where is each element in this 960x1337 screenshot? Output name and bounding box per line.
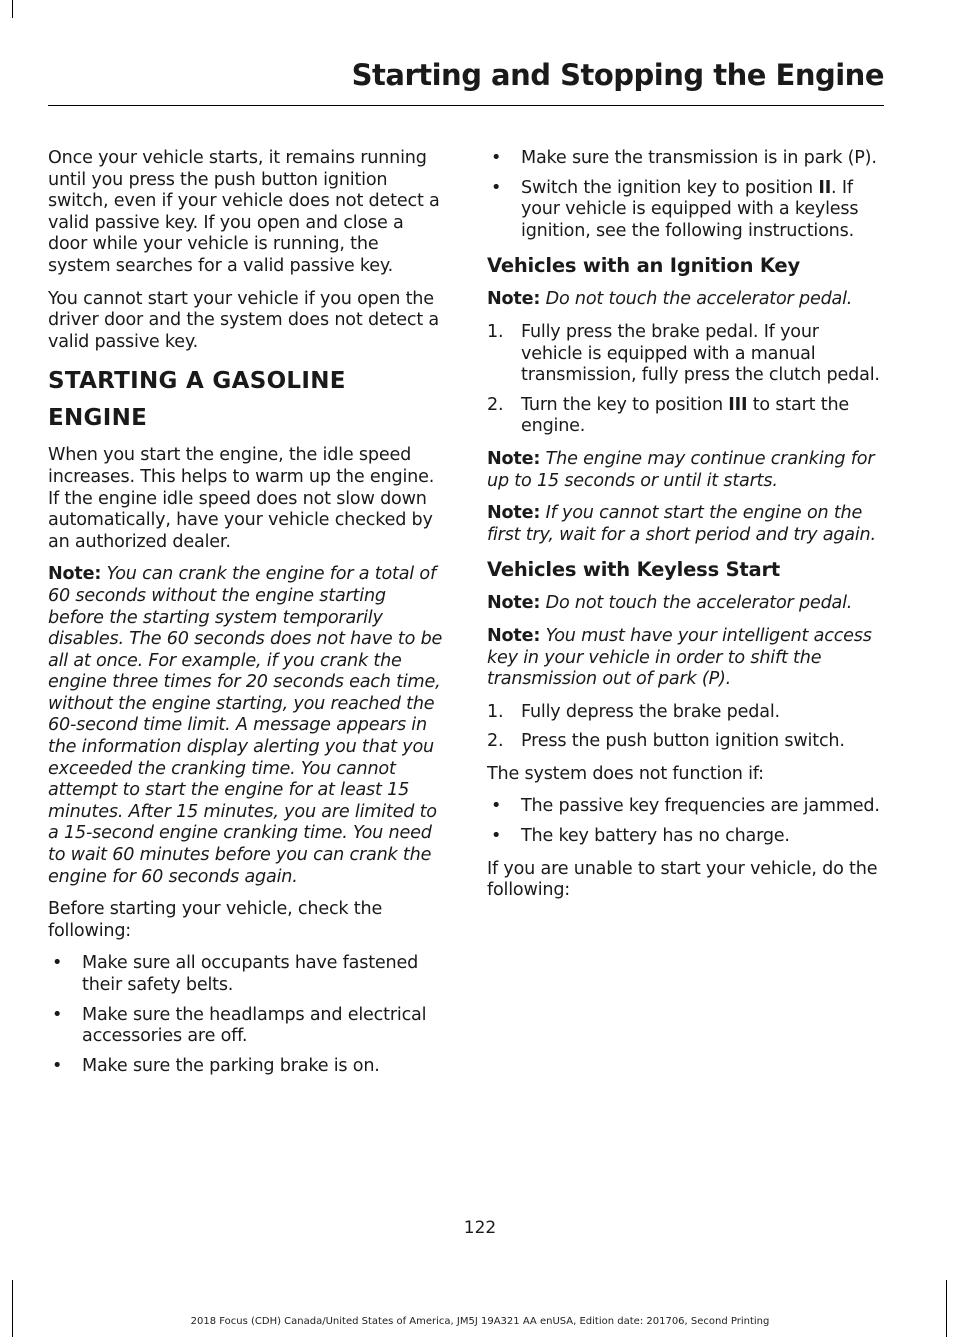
paragraph-before-starting: Before starting your vehicle, check the following:	[48, 899, 383, 941]
heading-ignition-key: Vehicles with an Ignition Key	[487, 254, 800, 278]
list-item	[487, 148, 885, 170]
list-item	[487, 826, 885, 848]
step-text: Fully press the brake pedal. If your vehicle is equipped with a manual transmission, fully press the clutch pedal.	[521, 321, 880, 386]
bullet-mark: •	[491, 148, 502, 168]
checklist-continued	[487, 148, 885, 242]
step-text: Press the push button ignition switch.	[521, 731, 845, 752]
note-text: Do not touch the accelerator pedal.	[545, 593, 853, 614]
note-label: Note:	[487, 448, 541, 469]
list-item-text: Make sure all occupants have fastened their safety belts.	[82, 953, 419, 995]
step-number: 2.	[487, 731, 504, 752]
ignition-key-steps	[487, 322, 885, 438]
bullet-mark: •	[52, 953, 63, 974]
checklist	[48, 953, 446, 1077]
list-item-text: . If your vehicle is equipped with a keyless ignition, see the following instructions.	[521, 177, 859, 241]
note-label: Note:	[487, 289, 541, 310]
bullet-mark: •	[491, 177, 502, 198]
list-item-text: Make sure the transmission is in park (P).	[521, 148, 877, 168]
note-cranking	[48, 564, 446, 888]
section-heading-gasoline	[48, 367, 446, 433]
position-iii: III	[728, 394, 748, 415]
heading-line-1: STARTING A GASOLINE	[48, 368, 346, 395]
step-text: Fully depress the brake pedal.	[521, 701, 780, 722]
note-intelligent-access	[487, 626, 885, 691]
step-item	[487, 731, 885, 753]
note-cranking-duration	[487, 449, 885, 492]
note-accelerator	[487, 289, 885, 311]
paragraph-running: Once your vehicle starts, it remains running until you press the push button ignition switch, even if your vehicle does not detect a valid passive key. If you open and close a door while your vehicle is running, the system searches for a valid passive key.	[48, 148, 440, 276]
list-item-text: Make sure the parking brake is on.	[82, 1055, 380, 1076]
bullet-mark: •	[491, 796, 502, 817]
note-label: Note:	[487, 625, 541, 646]
note-text: You can crank the engine for a total of 60 seconds without the engine starting before the starting system temporarily disables. The 60 seconds does not have to be all at once. For example, if you crank the engine three times for 20 seconds each time, without the engine starting, you reached the 60-second time limit. A message appears in the information display alerting you that you exceeded the cranking time. You cannot attempt to start the engine for at least 15 minutes. After 15 minutes, you are limited to a 15-second engine cranking time. You need to wait 60 minutes before you can crank the engine for 60 seconds again.	[48, 564, 443, 887]
note-text: You must have your intelligent access key in your vehicle in order to shift the transmission out of park (P).	[487, 625, 872, 690]
footer-edition: 2018 Focus (CDH) Canada/United States of America, JM5J 19A321 AA enUSA, Edition date: 201706, Second Printing	[190, 1316, 770, 1327]
step-number: 1.	[487, 701, 504, 722]
list-item	[48, 1005, 446, 1048]
note-text: The engine may continue cranking for up to 15 seconds or until it starts.	[487, 448, 875, 491]
list-item-text: Switch the ignition key to position	[521, 177, 819, 198]
step-text: Turn the key to position	[521, 394, 729, 415]
note-text: Do not touch the accelerator pedal.	[545, 289, 853, 310]
step-number: 2.	[487, 394, 504, 415]
note-label: Note:	[487, 593, 541, 614]
paragraph-system-fail: The system does not function if:	[487, 763, 764, 784]
note-first-try	[487, 503, 885, 546]
crop-mark-top-left	[12, 0, 13, 18]
step-text: to start the engine.	[521, 394, 850, 437]
page-number: 122	[463, 1218, 497, 1238]
left-column	[48, 148, 446, 1088]
right-column	[487, 148, 885, 913]
step-item	[487, 322, 885, 387]
list-item	[48, 1056, 446, 1078]
list-item-text: The passive key frequencies are jammed.	[521, 796, 880, 817]
note-label: Note:	[487, 503, 541, 524]
note-text: If you cannot start the engine on the first try, wait for a short period and try again.	[487, 503, 876, 545]
note-label: Note:	[48, 564, 102, 585]
step-item	[487, 702, 885, 724]
bullet-mark: •	[52, 1004, 63, 1025]
paragraph-driver-door: You cannot start your vehicle if you open the driver door and the system does not detect a valid passive key.	[48, 288, 440, 352]
paragraph-unable-to-start: If you are unable to start your vehicle, do the following:	[487, 858, 878, 901]
list-item	[487, 178, 885, 243]
bullet-mark: •	[52, 1055, 63, 1076]
keyless-steps	[487, 702, 885, 753]
list-item-text: Make sure the headlamps and electrical accessories are off.	[82, 1004, 427, 1047]
list-item-text: The key battery has no charge.	[521, 826, 790, 847]
heading-keyless-start: Vehicles with Keyless Start	[487, 558, 781, 582]
failure-conditions	[487, 796, 885, 847]
list-item	[48, 953, 446, 996]
bullet-mark: •	[491, 826, 502, 847]
paragraph-idle-speed: When you start the engine, the idle speed increases. This helps to warm up the engine. If the engine idle speed does not slow down automatically, have your vehicle checked by an authorized dealer.	[48, 445, 435, 552]
page-title: Starting and Stopping the Engine	[351, 58, 884, 92]
heading-line-2: ENGINE	[48, 405, 148, 432]
crop-mark-bottom-left	[12, 1280, 13, 1337]
title-divider	[48, 105, 884, 106]
list-item	[487, 796, 885, 818]
position-ii: II	[818, 177, 832, 198]
note-accelerator-keyless	[487, 593, 885, 615]
crop-mark-bottom-right	[946, 1280, 947, 1337]
step-item	[487, 395, 885, 438]
step-number: 1.	[487, 321, 504, 342]
